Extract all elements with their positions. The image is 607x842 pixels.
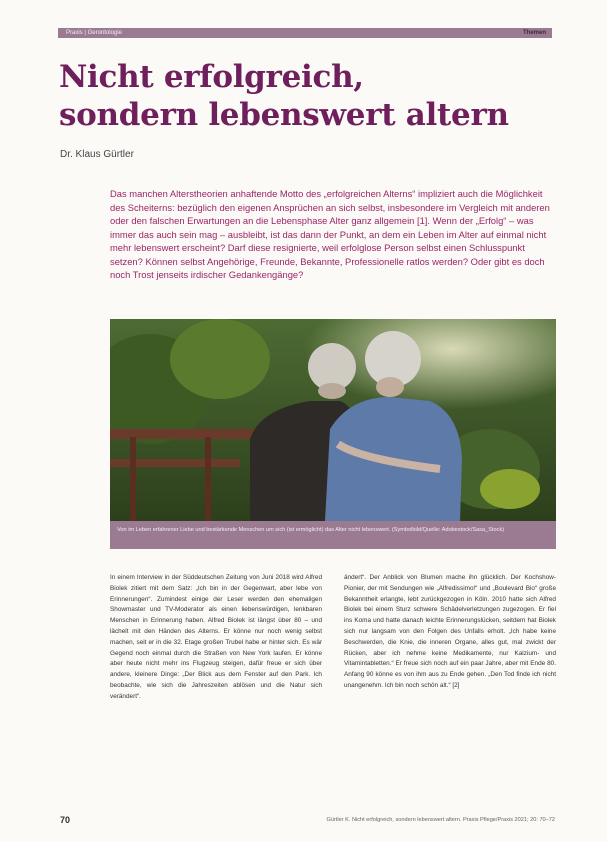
page-number: 70	[60, 815, 71, 825]
section-header-bar	[58, 28, 552, 38]
photo-caption-band	[110, 521, 556, 549]
title-line-1: Nicht erfolgreich,	[59, 59, 364, 95]
body-column-left: In einem Interview in der Süddeutschen Zeitung von Juni 2018 wird Alfred Biolek zitiert mit dem Satz: „Ich bin in der Gegenwart, aber lebe von Erinnerungen“. Zumindest einige der Leser werden den ehemaligen Showmaster und TV-Moderator als einen liebenswürdigen, lenkbaren Menschen in Erinnerung haben. Alfred Biolek ist längst über 80 – und lächelt mit den Händen des Alterns. Er könne nur noch wenig selbst machen, seit er in die 32. Etage großen Trubel habe er hinter sich. Es wär Gegend noch einmal durch die Straßen von New York laufen. Er könne aber heute nicht mehr ins Flugzeug steigen, dafür freue er sich über andere, kleinere Dinge: „Der Blick aus dem Fenster auf den Park. Ich beobachte, wie sich die Jahreszeiten ablösen und die Natur sich verändert“.	[110, 574, 322, 700]
footer-citation: Gürtler K. Nicht erfolgreich, sondern lebenswert altern. Praxis Pflege/Praxis 2021; 20: 70–72	[326, 817, 555, 823]
elderly-couple-illustration	[110, 319, 556, 521]
article-title	[59, 58, 539, 134]
author-byline: Dr. Klaus Gürtler	[60, 149, 134, 160]
category-label: Themen	[522, 30, 546, 36]
article-photo	[110, 319, 556, 521]
photo-caption: Von im Leben erfahrener Liebe und bestärkende Menschen um sich (ist ermöglicht) das Alter nicht lebenswert. (Symbolbild/Quelle: Adobestock/Sasa_Stock)	[117, 527, 505, 533]
title-line-2: sondern lebenswert altern	[59, 97, 509, 133]
body-column-right: ändert“. Der Anblick von Blumen mache ihn glücklich. Der Kochshow-Pionier, der mit Sendungen wie „Alfredissimo!“ und „Boulevard Bio“ große Bekanntheit erlangte, lebt zurückgezogen in Köln. 2010 hatte sich Alfred Biolek bei einem Sturz schwere Schädelverletzungen zugezogen. Er fiel ins Koma und hatte danach leichte Erinnerungslücken, seitdem hat Biolek sich nur langsam von den Folgen des Unfalls erholt. „Ich habe keine Beschwerden, die Knie, die inneren Organe, alles gut, mal zwickt der Rücken, aber ich nehme keine Medikamente, nur Kalzium- und Vitamintabletten.“ Er freue sich noch auf ein paar Jahre, aber mit Ende 80. Anfang 90 könne es von ihm aus zu Ende gehen. „Den Tod finde ich nicht unangenehm. Ich bin noch schön alt.“ [2]	[344, 574, 556, 689]
section-label: Praxis | Gerontologie	[66, 30, 122, 36]
lead-paragraph: Das manchen Alterstheorien anhaftende Motto des „erfolgreichen Alterns“ impliziert auch die Möglichkeit des Scheiterns: bezüglich den eigenen Ansprüchen an sich selbst, insbesondere im Vergleich mit anderen oder den falschen Erwartungen an die Lebensphase Alter ganz allgemein [1]. Wenn der „Erfolg“ – was immer das auch sein mag – ausbleibt, ist das dann der Punkt, an dem ein Leben im Alter auf einmal nicht mehr lebenswert erscheint? Darf diese resignierte, weil erfolglose Person selbst einen Schlusspunkt setzen? Können selbst Angehörige, Freunde, Bekannte, Professionelle ratlos werden? Oder gibt es doch noch Trost jenseits irdischer Gedankengänge?	[110, 188, 550, 280]
